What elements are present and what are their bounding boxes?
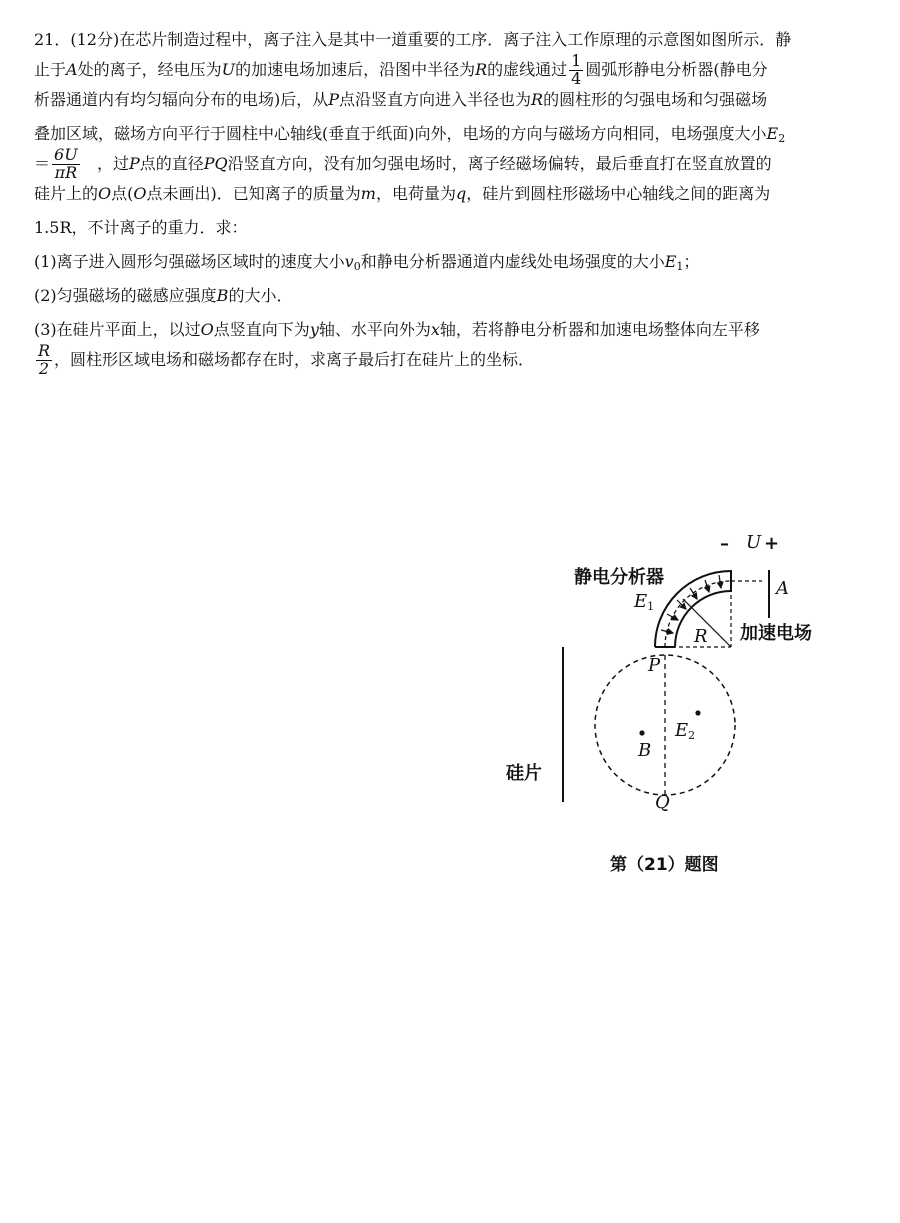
fraction-one-quarter [569,53,583,88]
text: 的圆柱形的匀强电场和匀强磁场 [543,89,768,109]
fraction-numerator: 1 [571,51,582,71]
text: 点未画出)．已知离子的质量为 [146,183,361,203]
text: 轴、水平向外为 [318,319,431,339]
subscript: 0 [353,259,361,273]
text: 在芯片制造过程中，离子注入是其中一道重要的工序．离子注入工作原理的示意图如图所示．静 [119,30,792,49]
symbol-y: y [309,319,319,339]
label-E1-sub: 1 [647,600,655,613]
label-E2 [675,720,695,741]
problem-number: 21． [34,30,71,49]
symbol-q: q [455,183,467,203]
text: 叠加区域，磁场方向平行于圆柱中心轴线(垂直于纸面)向外，电场的方向与磁场方向相同，电场强度大小 [34,123,767,143]
text: ，过 [96,153,129,173]
diagram-svg [500,530,860,880]
fraction-denominator: 4 [571,69,582,88]
text: (3)在硅片平面上，以过 [34,319,201,339]
text: 点竖直向下为 [213,319,310,339]
field-arrow [690,588,697,599]
fraction-numerator: R [38,340,51,360]
text: (1)离子进入圆形匀强磁场区域时的速度大小 [34,251,345,271]
fraction-denominator: πR [54,162,78,182]
label-E1 [634,591,654,612]
fraction-numerator: 6U [54,145,78,164]
label-E2-sub: 2 [688,729,696,742]
label-E1-letter: E [634,591,648,612]
text: 点沿竖直方向进入半径也为 [339,89,532,109]
problem-21 [34,28,874,377]
symbol-PQ: PQ [203,153,228,173]
question-1 [34,250,874,274]
problem-score: (12分) [70,30,120,49]
problem-line-6 [34,182,874,206]
text: ，电荷量为 [375,183,456,203]
magnetic-field-dot [639,730,644,735]
symbol-A: A [66,60,78,79]
label-P: P [648,655,661,676]
label-U: U [746,532,762,553]
subscript: 1 [676,259,684,273]
problem-line-1 [34,28,874,52]
text: 圆弧形静电分析器(静电分 [585,60,768,79]
equals-sign: ＝ [34,153,51,173]
text: 的大小． [228,285,293,305]
label-analyzer: 静电分析器 [574,567,664,588]
text: 沿竖直方向，没有加匀强电场时，离子经磁场偏转，最后垂直打在竖直放置的 [227,153,772,173]
text: 的加速电场加速后，沿图中半径为 [235,60,476,79]
fraction-6U-over-piR [52,147,80,182]
symbol-m: m [360,183,376,203]
problem-line-4 [34,122,874,146]
symbol-R: R [475,60,488,79]
label-A: A [776,578,789,599]
problem-line-5 [34,146,874,182]
question-3-cont [34,342,874,378]
question-2 [34,284,874,308]
fraction-R-over-2 [36,340,52,378]
symbol-O: O [133,183,147,203]
label-plus: + [764,533,780,554]
symbol-E: E [766,123,779,143]
text: ，圆柱形区域电场和磁场都存在时，求离子最后打在硅片上的坐标． [54,349,535,369]
label-R: R [694,626,708,647]
symbol-P: P [328,89,340,109]
symbol-P: P [128,153,140,173]
problem-line-2 [34,52,874,88]
text: 1.5R，不计离子的重力．求： [34,217,248,237]
field-arrow [667,614,678,620]
problem-line-7 [34,216,874,240]
symbol-O: O [98,183,112,203]
label-Q: Q [655,792,670,813]
magnetic-field-dot [695,710,700,715]
problem-line-3 [34,88,874,112]
text: 轴，若将静电分析器和加速电场整体向左平移 [439,319,760,339]
text: (2)匀强磁场的磁感应强度 [34,285,217,305]
text: 点的直径 [139,153,204,173]
label-minus: – [720,533,729,554]
text: 硅片上的 [34,183,99,203]
text: 和静电分析器通道内虚线处电场强度的大小 [360,251,665,271]
label-B: B [638,740,652,761]
symbol-R: R [531,89,544,109]
text: 处的离子，经电压为 [77,60,222,79]
text: 析器通道内有均匀辐向分布的电场)后，从 [34,89,329,109]
symbol-O: O [200,319,214,339]
question-3 [34,318,874,342]
text: 点( [111,183,134,203]
label-accel-field: 加速电场 [740,623,812,644]
text: ； [683,251,700,271]
symbol-E: E [664,251,677,271]
text: ，硅片到圆柱形磁场中心轴线之间的距离为 [466,183,771,203]
label-E2-letter: E [675,720,689,741]
text: 止于 [34,60,67,79]
figure-caption: 第（21）题图 [610,855,719,875]
ion-implantation-diagram [500,530,860,880]
symbol-x: x [430,319,440,339]
subscript: 2 [778,131,786,145]
text: 的虚线通过 [487,60,568,79]
symbol-v: v [344,251,354,271]
symbol-U: U [221,60,236,79]
fraction-denominator: 2 [38,358,50,378]
symbol-B: B [216,285,229,305]
label-wafer: 硅片 [506,763,542,784]
